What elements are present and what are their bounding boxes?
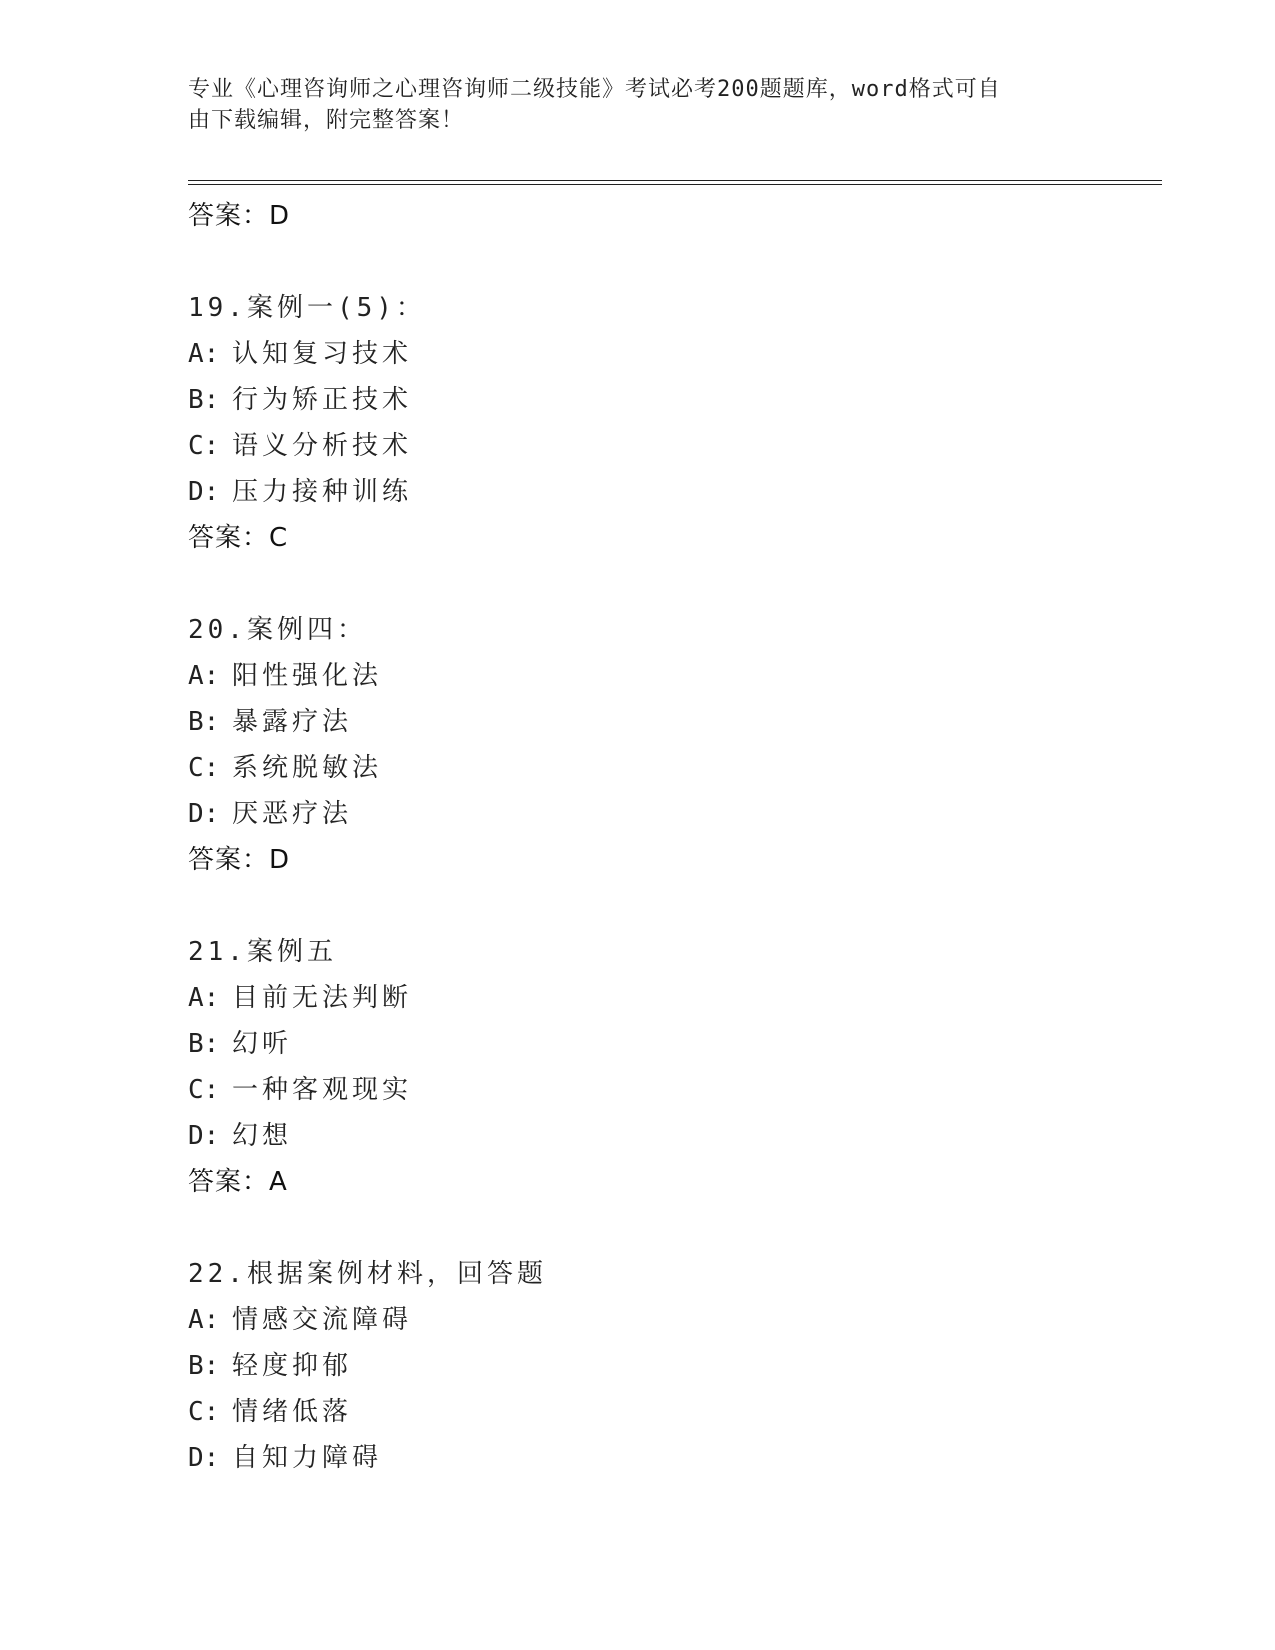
option-a	[188, 1297, 1138, 1343]
option-text: 一种客观现实	[232, 1075, 413, 1105]
option-letter: C:	[188, 1397, 220, 1427]
spacer	[188, 561, 1138, 607]
spacer	[188, 883, 1138, 929]
option-letter: C:	[188, 753, 220, 783]
document-header	[188, 74, 1068, 136]
option-b	[188, 699, 1138, 745]
header-rule-top	[188, 180, 1162, 181]
question-block	[188, 1251, 1138, 1481]
option-a	[188, 975, 1138, 1021]
option-a	[188, 331, 1138, 377]
question-title: 21.案例五	[188, 937, 337, 967]
option-letter: B:	[188, 707, 220, 737]
option-text: 阳性强化法	[232, 661, 383, 691]
option-c	[188, 1389, 1138, 1435]
option-letter: B:	[188, 1351, 220, 1381]
option-letter: A:	[188, 1305, 220, 1335]
option-letter: B:	[188, 1029, 220, 1059]
option-d	[188, 469, 1138, 515]
option-letter: A:	[188, 983, 220, 1013]
option-letter: D:	[188, 1121, 220, 1151]
answer-line: 答案：A	[188, 1167, 288, 1197]
option-text: 幻听	[232, 1029, 293, 1059]
option-d	[188, 791, 1138, 837]
option-text: 自知力障碍	[232, 1443, 383, 1473]
header-line-1: 专业《心理咨询师之心理咨询师二级技能》考试必考200题题库，word格式可自	[188, 77, 1001, 102]
option-text: 行为矫正技术	[232, 385, 413, 415]
header-rule-bottom	[188, 184, 1162, 185]
option-letter: A:	[188, 661, 220, 691]
answer-line: 答案：D	[188, 845, 291, 875]
header-line-2: 由下载编辑，附完整答案！	[188, 108, 465, 133]
question-block	[188, 285, 1138, 561]
option-letter: D:	[188, 477, 220, 507]
option-letter: D:	[188, 1443, 220, 1473]
option-text: 幻想	[232, 1121, 293, 1151]
option-b	[188, 1343, 1138, 1389]
option-letter: C:	[188, 431, 220, 461]
option-text: 情绪低落	[232, 1397, 353, 1427]
option-text: 暴露疗法	[232, 707, 353, 737]
option-text: 语义分析技术	[232, 431, 413, 461]
option-text: 压力接种训练	[232, 477, 413, 507]
option-letter: B:	[188, 385, 220, 415]
option-c	[188, 745, 1138, 791]
option-text: 认知复习技术	[232, 339, 413, 369]
option-c	[188, 423, 1138, 469]
option-b	[188, 1021, 1138, 1067]
option-text: 情感交流障碍	[232, 1305, 413, 1335]
question-title: 20.案例四：	[188, 615, 367, 645]
option-c	[188, 1067, 1138, 1113]
option-a	[188, 653, 1138, 699]
spacer	[188, 239, 1138, 285]
spacer	[188, 1205, 1138, 1251]
question-list	[188, 193, 1138, 1481]
option-letter: D:	[188, 799, 220, 829]
option-d	[188, 1435, 1138, 1481]
option-letter: A:	[188, 339, 220, 369]
option-letter: C:	[188, 1075, 220, 1105]
option-d	[188, 1113, 1138, 1159]
answer-line: 答案：D	[188, 201, 291, 231]
question-block	[188, 607, 1138, 883]
question-block	[188, 929, 1138, 1205]
option-b	[188, 377, 1138, 423]
question-title: 19.案例一(5)：	[188, 293, 426, 323]
option-text: 系统脱敏法	[232, 753, 383, 783]
option-text: 厌恶疗法	[232, 799, 353, 829]
answer-line: 答案：C	[188, 523, 289, 553]
option-text: 轻度抑郁	[232, 1351, 353, 1381]
option-text: 目前无法判断	[232, 983, 413, 1013]
question-title: 22.根据案例材料，回答题	[188, 1259, 547, 1289]
